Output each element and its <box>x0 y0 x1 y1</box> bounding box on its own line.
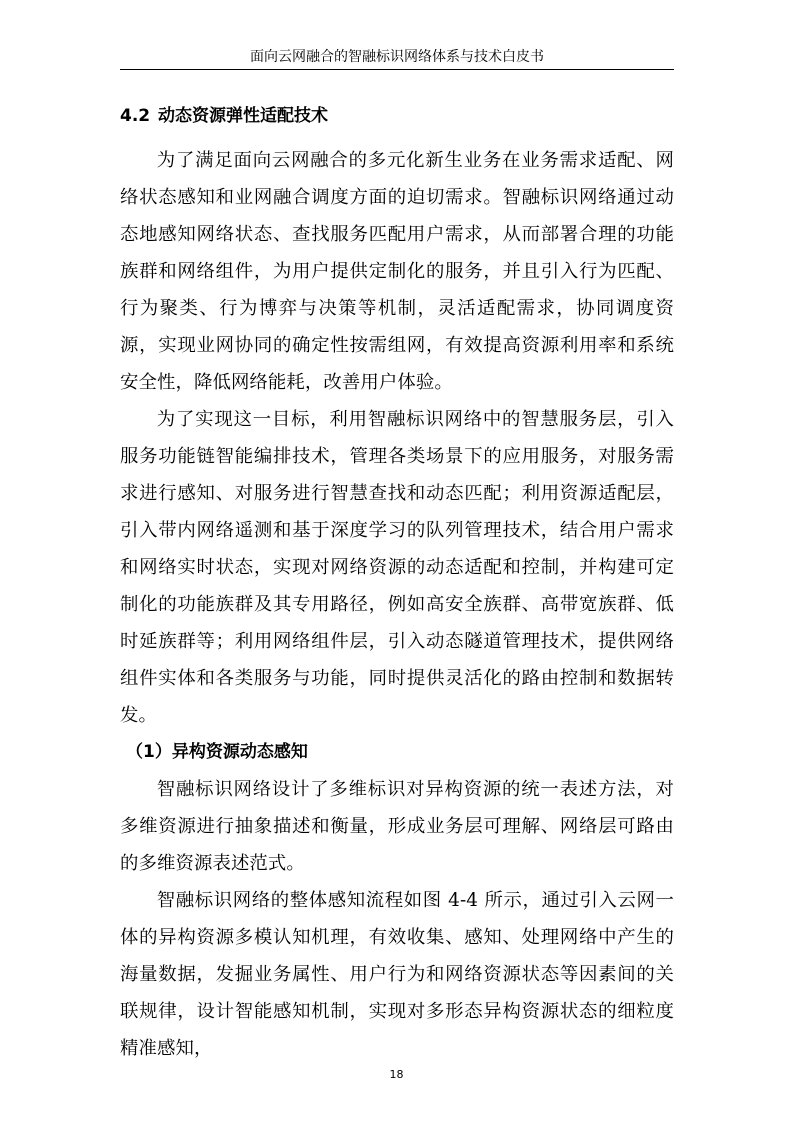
page-body <box>120 98 674 1067</box>
paragraph: 智融标识网络的整体感知流程如图 4-4 所示，通过引入云网一体的异构资源多模认知机理，有效收集、感知、处理网络中产生的海量数据，发掘业务属性、用户行为和网络资源状态等因素间的关联规律，设计智能感知机制，实现对多形态异构资源状态的细粒度精准感知， <box>120 890 674 1059</box>
running-header: 面向云网融合的智融标识网络体系与技术白皮书 <box>250 49 544 65</box>
paragraph: 为了实现这一目标，利用智融标识网络中的智慧服务层，引入服务功能链智能编排技术，管理各类场景下的应用服务，对服务需求进行感知、对服务进行智慧查找和动态匹配；利用资源适配层，引入带内网络遥测和基于深度学习的队列管理技术，结合用户需求和网络实时状态，实现对网络资源的动态适配和控制，并构建可定制化的功能族群及其专用路径，例如高安全族群、高带宽族群、低时延族群等；利用网络组件层，引入动态隧道管理技术，提供网络组件实体和各类服务与功能，同时提供灵活化的路由控制和数据转发。 <box>120 409 674 726</box>
subsection-heading: （1）异构资源动态感知 <box>126 742 308 762</box>
section-title: 动态资源弹性适配技术 <box>158 106 328 126</box>
header-rule <box>120 69 674 70</box>
section-heading <box>120 98 674 134</box>
paragraph: 为了满足面向云网融合的多元化新生业务在业务需求适配、网络状态感知和业网融合调度方面的迫切需求。智融标识网络通过动态地感知网络状态、查找服务匹配用户需求，从而部署合理的功能族群和网络组件，为用户提供定制化的服务，并且引入行为匹配、行为聚类、行为博弈与决策等机制，灵活适配需求，协同调度资源，实现业网协同的确定性按需组网，有效提高资源利用率和系统安全性，降低网络能耗，改善用户体验。 <box>120 150 674 393</box>
paragraph: 智融标识网络设计了多维标识对异构资源的统一表述方法，对多维资源进行抽象描述和衡量，形成业务层可理解、网络层可路由的多维资源表述范式。 <box>120 779 674 874</box>
section-number: 4.2 <box>120 106 151 126</box>
page-number: 18 <box>389 1068 404 1081</box>
